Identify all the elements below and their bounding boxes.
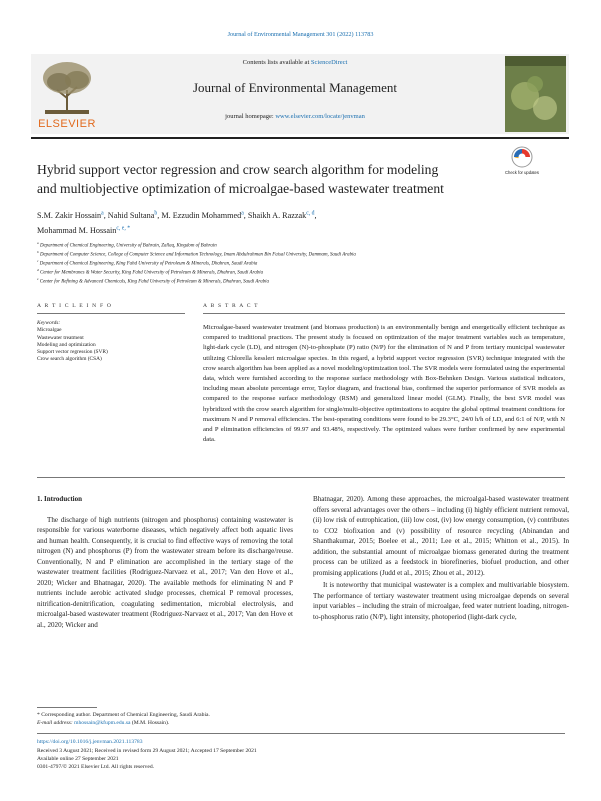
sciencedirect-link[interactable]: ScienceDirect bbox=[310, 59, 348, 66]
affiliation: $^e$ Center for Refining & Advanced Chemicals, King Fahd University of Petroleum & Minerals, Dhahran, Saudi Arabia bbox=[37, 277, 269, 285]
check-for-updates-label[interactable]: Check for updates bbox=[505, 170, 539, 175]
footnote-rule bbox=[37, 707, 97, 708]
keyword: Crow search algorithm (CSA) bbox=[37, 356, 102, 363]
article-title bbox=[37, 160, 497, 198]
keyword: Microalgae bbox=[37, 327, 62, 334]
article-info-rule bbox=[37, 313, 185, 314]
corresponding-author: * Corresponding author. Department of Chemical Engineering, Saudi Arabia. bbox=[37, 712, 210, 718]
publisher-name: ELSEVIER bbox=[38, 118, 96, 130]
affiliation: $^a$ Department of Chemical Engineering, University of Bahrain, Zallaq, Kingdom of Bahrain bbox=[37, 241, 217, 249]
abstract-heading: A B S T R A C T bbox=[203, 303, 259, 309]
contents-line bbox=[110, 59, 480, 66]
intro-heading: 1. Introduction bbox=[37, 495, 82, 503]
check-for-updates-icon[interactable] bbox=[507, 145, 537, 185]
author-3[interactable]: M. Ezzudin Mohammed$^a$ bbox=[161, 210, 244, 220]
homepage-link[interactable]: www.elsevier.com/locate/jenvman bbox=[275, 113, 365, 120]
affiliation: $^c$ Department of Chemical Engineering, King Fahd University of Petroleum & Minerals, Dhahran, Saudi Arabia bbox=[37, 259, 258, 267]
email-line bbox=[37, 720, 169, 727]
title-line-1: Hybrid support vector regression and crow search algorithm for modeling bbox=[37, 162, 439, 177]
journal-name: Journal of Environmental Management bbox=[193, 80, 397, 95]
keywords-block bbox=[37, 320, 108, 364]
email-label: E-mail address: bbox=[37, 720, 75, 726]
keywords-label: Keywords: bbox=[37, 320, 61, 326]
available-online: Available online 27 September 2021 bbox=[37, 756, 119, 762]
affiliation: $^d$ Center for Membranes & Water Security, King Fahd University of Petroleum & Minerals, Dhahran, Saudi Arabia bbox=[37, 268, 264, 276]
article-info-heading: A R T I C L E I N F O bbox=[37, 303, 113, 309]
left-column bbox=[37, 494, 293, 630]
affiliation: $^b$ Department of Computer Science, College of Computer Science and Information Technology, Imam Abdulrahman Bin Faisal University, Dammam, Saudi Arabia bbox=[37, 250, 356, 258]
keyword: Modeling and optimization bbox=[37, 341, 96, 348]
contents-prefix: Contents lists available at bbox=[242, 59, 311, 66]
journal-cover-image bbox=[505, 56, 566, 132]
title-line-2: and multiobjective optimization of microalgae-based wastewater treatment bbox=[37, 181, 444, 196]
received-dates: Received 3 August 2021; Received in revised form 29 August 2021; Accepted 17 September 2021 bbox=[37, 748, 257, 754]
abstract-text: Microalgae-based wastewater treatment (and biomass production) is an environmentally benign and energetically efficient technique as compared to traditional practices. The present study is focused on optimization of the major treatment variables such as temperature, light-dark cycle (LD), and nitrogen (N)-to-phosphate (P) ratio (N/P) for the elimination of N and P from tertiary municipal wastewater utilizing Chlorella kessleri microalgae species. In this regard, a hybrid support vector regression (SVR) technique integrated with the crow search algorithm has been applied as a novel modeling/optimization tool. The SVR models were formulated using the experimental data, which were furnished according to the response surface methodology with Box-Behnken Design. Various statistical indicators, including mean absolute percentage error, Taylor diagram, and fractional bias, confirmed the superior performance of SVR models as compared to the response surface methodology (RSM) and generalized linear model (GLM). Finally, the best SVR model was hybridized with the crow search algorithm for single/multi-objective optimizations to acquire the global optimal treatment conditions for maximum N and P removal efficiencies. The best-operating conditions were found to be 29.3°C, 24/0 h/h of LD, and 6:1 of N/P, with N and P elimination efficiencies of 99.97 and 93.48%, respectively. The optimized values were further confirmed by new experimental data. bbox=[203, 324, 565, 444]
intro-paragraph: The discharge of high nutrients (nitrogen and phosphorus) containing wastewater is responsible for various waterborne diseases, which negatively affect both aquatic lives and human health. Consequently, it is crucial to find effective ways of removing the total nitrogen (N) and phosphorus (P) from the wastewater stream before its discharge/reuse. Conventionally, N and P elimination are accomplished in the tertiary stage of the wastewater treatment facilities (Rodriguez-Narvaez et al., 2017; Van den Hove et al., 2020; Wicker and Bhatnagar, 2020). The available methods for eliminating N and P nutrients include aerobic activated sludge processes, chemical P removal processes, nitrification-denitrification, coagulating sedimentation, microbial electrolysis, and microalgal-based wastewater treatment (Rodriguez-Narvaez et al., 2017; Van den Hove et al., 2020; Wicker and bbox=[37, 515, 293, 629]
right-column bbox=[313, 494, 569, 622]
keyword: Support vector regression (SVR) bbox=[37, 349, 108, 356]
copyright: 0301-4797/© 2021 Elsevier Ltd. All rights reserved. bbox=[37, 764, 155, 770]
abstract-bottom-rule bbox=[37, 477, 565, 478]
keyword: Wastewater treatment bbox=[37, 334, 84, 341]
footer-rule bbox=[37, 733, 565, 734]
abstract-rule bbox=[203, 313, 565, 314]
author-1[interactable]: S.M. Zakir Hossain$^a$ bbox=[37, 210, 104, 220]
homepage-line bbox=[110, 113, 480, 120]
author-2[interactable]: Nahid Sultana$^b$ bbox=[107, 210, 158, 220]
right-paragraph-1: Bhatnagar, 2020). Among these approaches, the microalgal-based wastewater treatment offers several advantages over the others – including (i) highly efficient nutrient removal, (ii) low risk of eutrophication, (iii) low cost, (iv) low energy consumption, (v) contributes to CO2 biofixation and (v) possibility of resource recycling (Abinandan and Shanthakumar, 2015; Boelee et al., 2011; Lee et al., 2015; Whitton et al., 2015). In addition, the substantial amount of microalgae biomass generated during the treatment process can be utilized as a feedstock in biorefineries, biofuel production, and other promising applications (Judd et al., 2015; Zhou et al., 2012). bbox=[313, 495, 569, 577]
homepage-prefix: journal homepage: bbox=[225, 113, 276, 120]
journal-reference[interactable]: Journal of Environmental Management 301 (2022) 113783 bbox=[227, 31, 374, 38]
email-link[interactable]: mhossain@kfupm.edu.sa bbox=[74, 720, 131, 726]
author-5[interactable]: Mohammad M. Hossain$^{c, e, *}$ bbox=[37, 225, 131, 235]
right-paragraph-2: It is noteworthy that municipal wastewater is a complex and multivariable biosystem. The performance of tertiary wastewater treatment using microalgae depends on several input variables – including the strain of microalgae, feed water nutrient loading, nitrogen-to-phosphorus ratio (N/P), light intensity, photoperiod (light-dark cycle, bbox=[313, 581, 569, 621]
doi-link[interactable]: https://doi.org/10.1016/j.jenvman.2021.113783 bbox=[37, 739, 143, 745]
email-suffix: (M.M. Hossain). bbox=[130, 720, 170, 726]
header-rule bbox=[31, 137, 569, 139]
author-list: S.M. Zakir Hossain$^a$, Nahid Sultana$^b$, M. Ezzudin Mohammed$^a$, Shaikh A. Razzak$^{c, d}$, Mohammad M. Hossain$^{c, e, *}$ bbox=[37, 210, 317, 235]
author-4[interactable]: Shaikh A. Razzak$^{c, d}$ bbox=[247, 210, 315, 220]
